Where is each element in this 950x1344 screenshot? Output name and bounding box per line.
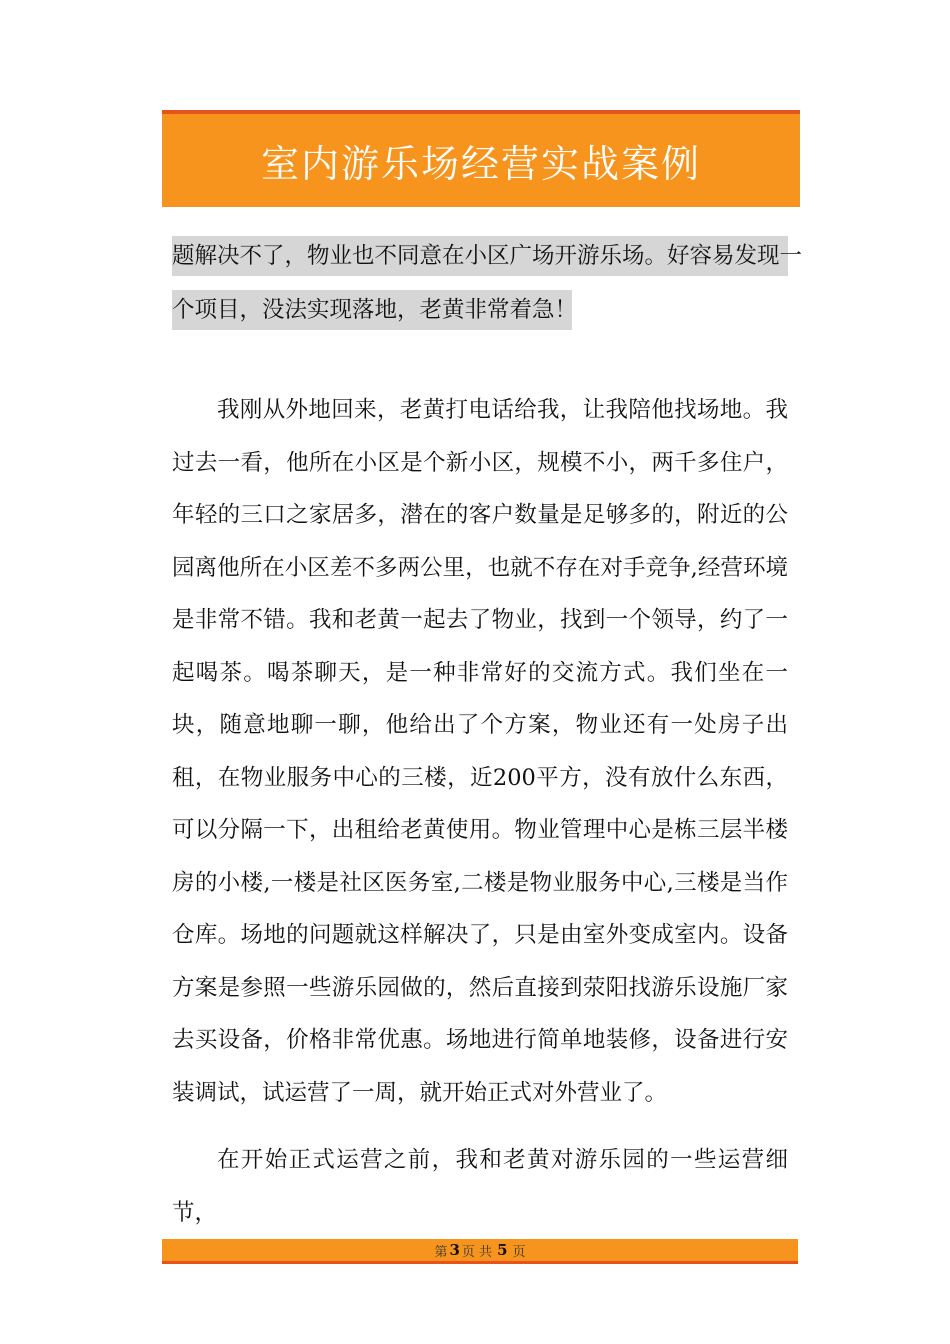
highlighted-text-line: 个项目，没法实现落地，老黄非常着急！ (172, 290, 572, 330)
footer-prefix: 第 (434, 1244, 448, 1260)
body-paragraph: 在开始正式运营之前，我和老黄对游乐园的一些运营细节， (172, 1147, 788, 1226)
footer-suffix: 页 (512, 1244, 526, 1260)
page-title: 室内游乐场经营实战案例 (260, 142, 701, 186)
body-paragraph: 我刚从外地回来，老黄打电话给我，让我陪他找场地。我过去一看，他所在小区是个新小区，规模不小，两千多住户，年轻的三口之家居多，潜在的客户数量是足够多的，附近的公园离他所在小区差不多两公里，也就不存在对手竞争,经营环境是非常不错。我和老黄一起去了物业，找到一个领导，约了一起喝茶。喝茶聊天，是一种非常好的交流方式。我们坐在一块，随意地聊一聊，他给出了个方案，物业还有一处房子出租，在物业服务中心的三楼，近200平方，没有放什么东西，可以分隔一下，出租给老黄使用。物业管理中心是栋三层半楼房的小楼,一楼是社区医务室,二楼是物业服务中心,三楼是当作仓库。场地的问题就这样解决了，只是由室外变成室内。设备方案是参照一些游乐园做的，然后直接到荥阳找游乐设施厂家去买设备，价格非常优惠。场地进行简单地装修，设备进行安装调试，试运营了一周，就开始正式对外营业了。 (172, 397, 788, 1106)
highlighted-text-line: 题解决不了，物业也不同意在小区广场开游乐场。好容易发现一 (172, 236, 788, 276)
header-banner (162, 114, 800, 207)
footer-mid: 页 共 (461, 1244, 493, 1260)
total-page-number: 5 (497, 1241, 508, 1259)
current-page-number: 3 (449, 1241, 460, 1259)
page-footer (162, 1239, 798, 1264)
